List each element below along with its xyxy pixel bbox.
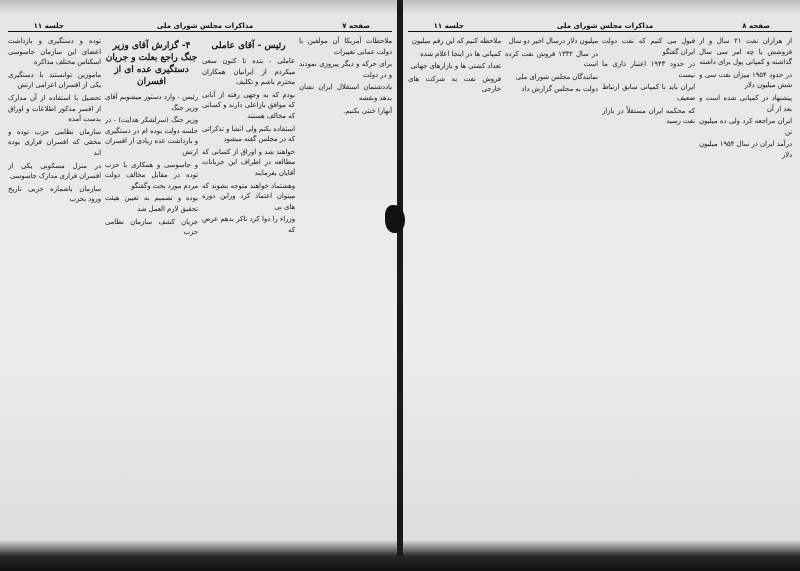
paragraph: تعداد کشتی ها و بازارهای جهانی [410,62,501,71]
paragraph: تحصیل با استفاده از آن مدارک از افسر مذکور اطلاعات و اوراق بدست آمده [8,93,101,124]
paragraph: دولت به مجلس گزارش داد [521,85,598,94]
session-number: جلسه ۱۱ [408,22,490,32]
paragraph: برای حرکه و دیگر پیروزی نمودند و در دولت [299,60,392,79]
section-heading: رئیس - آقای عاملی [211,41,286,51]
right-page [408,14,792,546]
page-number: صفحه ۸ [720,22,792,32]
paragraph: که محکمه ایران مستقلاً در بازار نفت رسید [602,106,695,126]
ink-blot [385,205,405,233]
paragraph: کمپانی ها در اینجا اعلام شده [420,49,501,58]
publication-title: مذاکرات مجلس شورای ملی [90,22,321,32]
column-1 [699,36,792,546]
column-4 [8,36,101,546]
paragraph: خواهند شد و اوراق از کسانی که مطالعه در اطراف این جریانات آقایان بفرمایند [202,147,295,177]
left-page [8,14,392,546]
paragraph: آنهارا خنثی بکنیم. [343,106,392,115]
paragraph: در حدود ۱۹۴۳ اعتبار داری ما نیست [602,60,695,79]
text-columns [408,36,792,546]
column-2 [602,36,695,546]
paragraph: ملاحظات آمریکا آن مولفین با دولت عمانی تغییرات [299,37,392,56]
paragraph: قبول می کنیم که نفت دولت ایران گفتگو [602,37,695,56]
paragraph: نمایندگان مجلس شورای ملی [515,72,598,81]
paragraph: در حدود ۱۹۵۴ میزان نفت سی و شش میلیون دلار [699,70,792,90]
column-4 [408,36,501,546]
page-header [8,18,392,32]
paragraph: ایران مراجعه کرد ولی ده میلیون تن [699,117,792,136]
page-number: صفحه ۷ [320,22,392,32]
paragraph: رئیس - وارد دستور میشویم آقای وزیر جنگ [105,93,198,112]
paragraph: در سال ۱۳۳۲ فروش نفت کرده است [505,49,598,69]
paragraph: درآمد ایران در سال ۱۹۵۴ میلیون دلار [699,140,792,159]
paragraph: وزیر جنگ (سرلشکر هدایت) - در جلسه دولت بوده ام در دستگیری و بازداشت عده زیادی از افسران ارتش [105,116,198,156]
paragraph: جریان کشف سازمان نظامی حزب [105,217,198,237]
paragraph: پیشنهاد در کمپانی شده است و بعد از آن [699,93,792,113]
paragraph: سازمان باشماره حزبی تاریخ ورود بحزب [8,184,101,204]
paragraph: یاددشتمان استقلال ایران نشان بدهد ونقشه [299,83,392,102]
paragraph: از هزاران نفت ۲۱ سال و از فروشش با چه امر سی سال گذاشته و کمپانی پول برای داشته [699,37,792,67]
section-heading: ۴- گزارش آقای وزیر جنگ راجع بعلت و جریان دستگیری عده ای از افسران [105,41,198,87]
paragraph: وزراء را دوا کرد تاکر بدهم عرض که [202,215,295,234]
paragraph: عاملی - بنده تا کنون سعی میکردم از ایرانیان همکاران محترم باشم و تکلیف [202,57,295,87]
paragraph: مامورین توانستند با دستگیری یکی از افسران اعزامی ارتش [8,70,101,90]
publication-title: مذاکرات مجلس شورای ملی [490,22,721,32]
paragraph: ملاحظه کنیم که این رقم میلیون [411,37,501,45]
paragraph: در منزل مسکونی یکی از افسران فراری مدارک جاسوسی [8,161,101,181]
page-gutter [397,0,403,556]
column-3 [505,36,598,546]
paragraph: سازمان نظامی حزب توده و مخفی که افسران فراری بوده اند [8,127,101,157]
column-2 [202,36,295,546]
paragraph: استفاده بکنم ولی انشا و تذکراتی که در مجلس گفته میشود [202,124,295,144]
column-3 [105,36,198,546]
column-1 [299,36,392,546]
paragraph: بوده و تصمیم به تعیین هیئت تحقیق لازم العمل شد [105,194,198,213]
paragraph: میلیون دلار درسال اخیر دو سال [508,37,598,45]
paragraph: فروش نفت به شرکت های خارجی [408,74,501,94]
paragraph: وهشتماد خواهند متوجه بشوند که میتوان اعتماد کرد وراین دوره های بی [202,181,295,211]
paragraph: توده و دستگیری و بازداشت اعضای این سازمان جاسوسی اسکناس مختلف مذاکره [8,37,101,67]
paragraph: بودم که به وجهی رفته از آنانی که موافق بازاعلی دارند و کسانی که مخالف هستند [202,90,295,120]
paragraph: ایران باید با کمپانی سابق ارتباط ضعیف [602,83,695,102]
session-number: جلسه ۱۱ [8,22,90,32]
page-header [408,18,792,32]
text-columns [8,36,392,546]
paragraph: و جاسوسی و همکاری با حزب توده در مقابل مخالف دولت مردم مورد بحث وگفتگو [105,160,198,190]
